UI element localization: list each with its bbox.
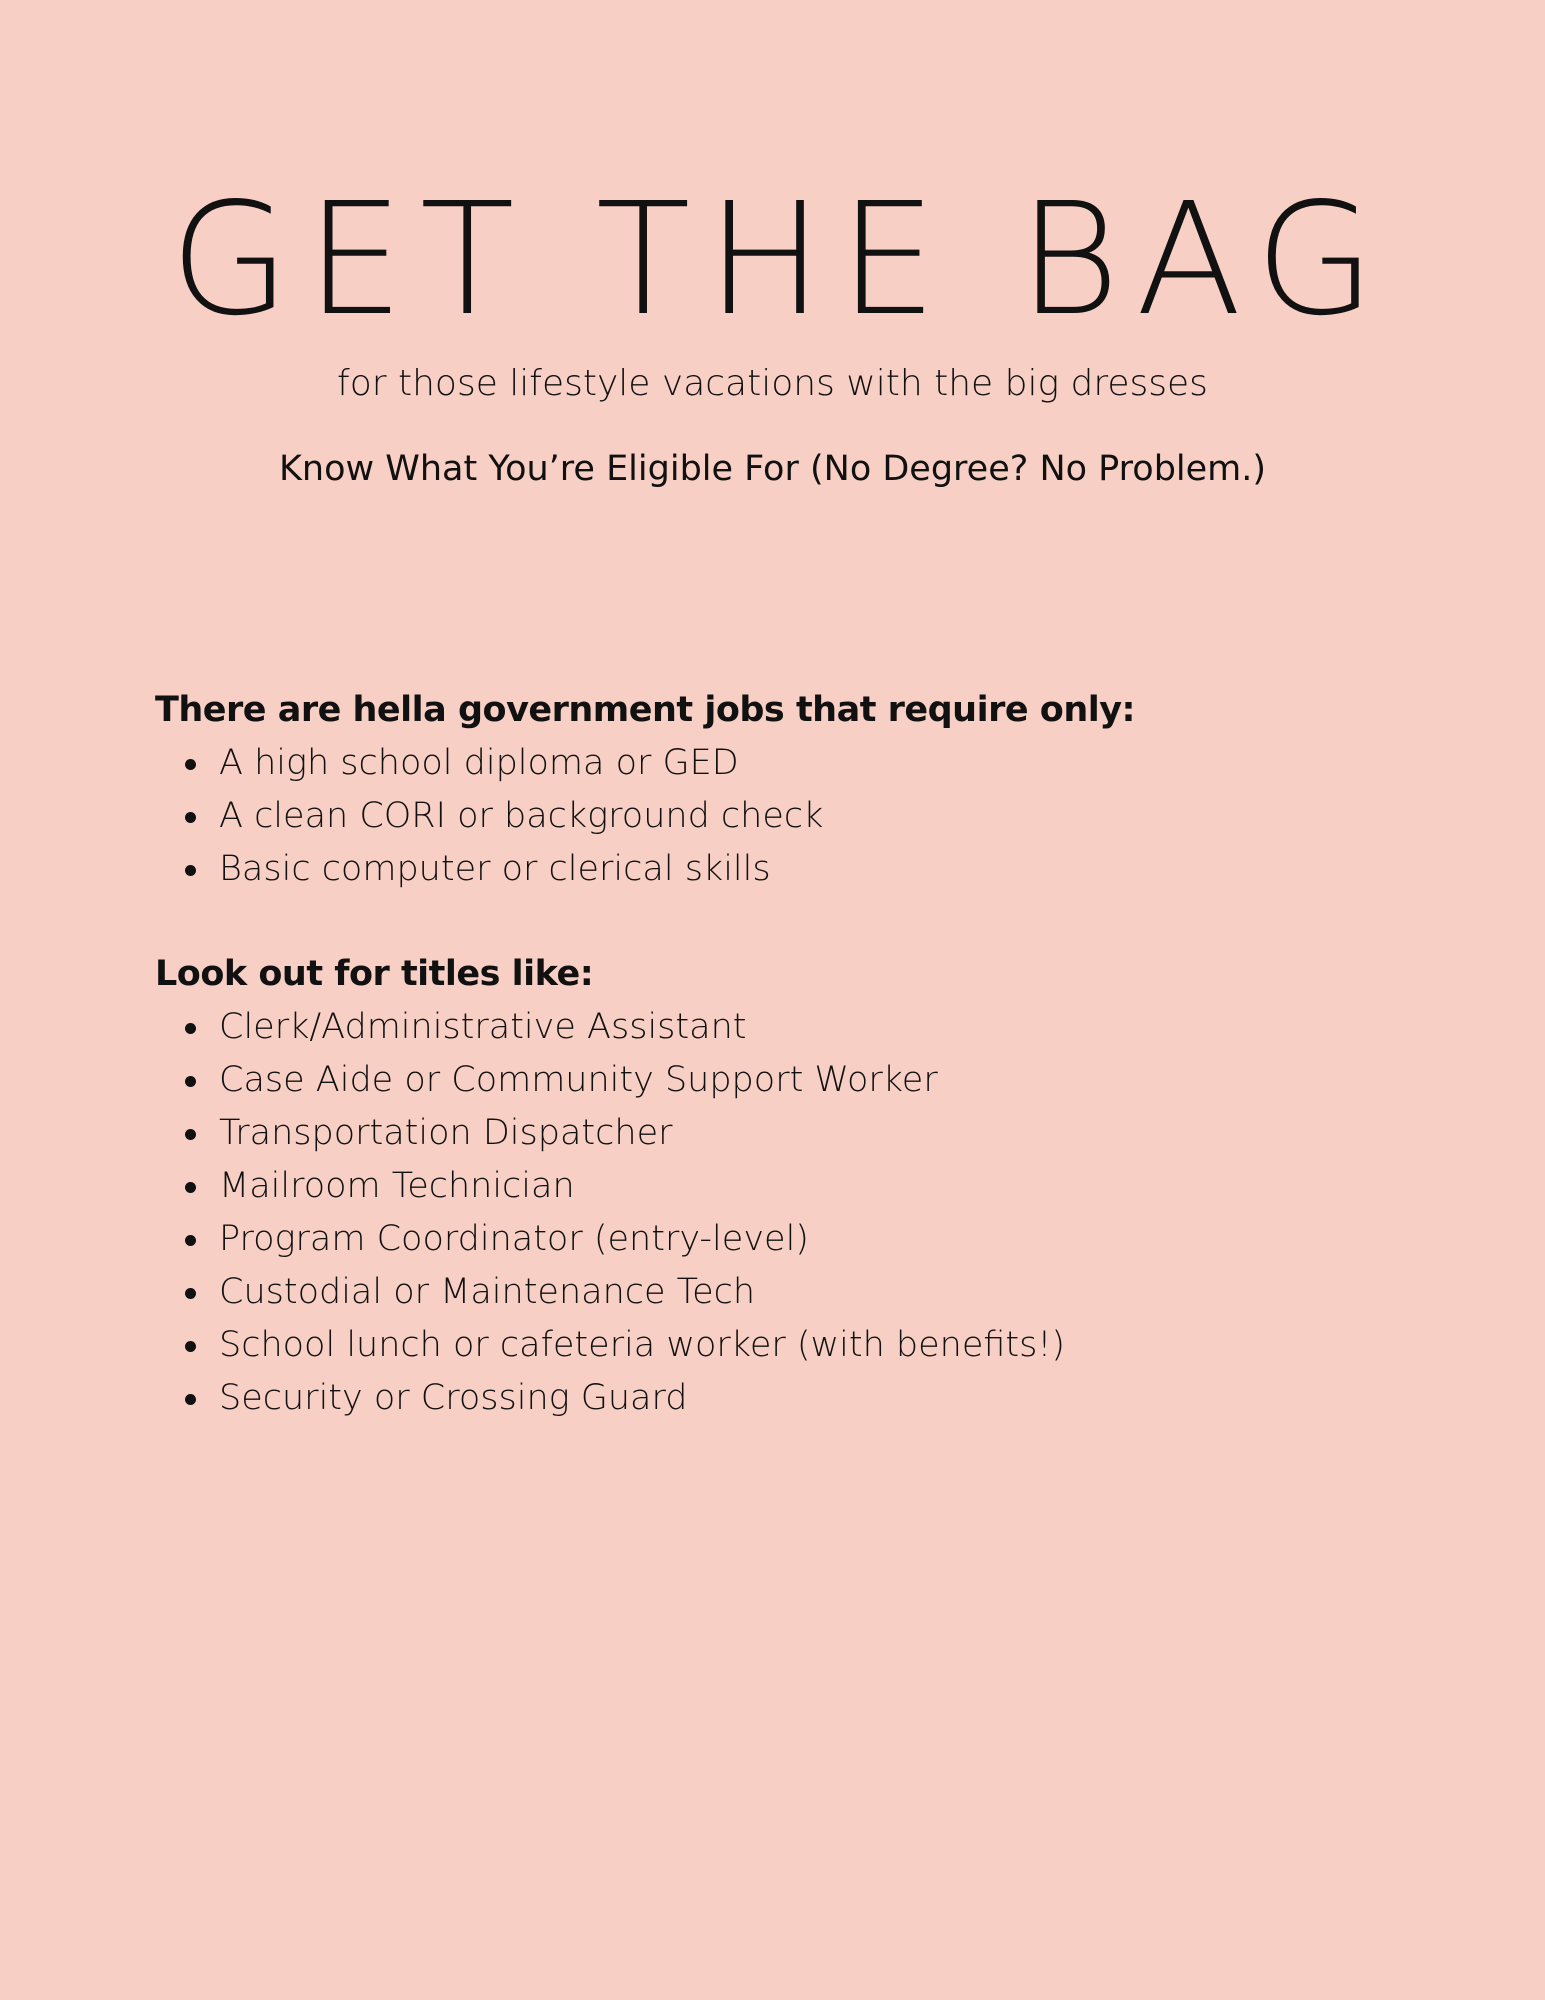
list-item [155,737,1405,790]
bullet-icon [185,759,196,770]
tagline: Know What You’re Eligible For (No Degree? No Problem.) [278,449,1267,489]
list-item-text: Transportation Dispatcher [219,1113,673,1153]
job-titles-section [155,948,1405,1425]
list-item [155,1213,1405,1266]
subtitle: for those lifestyle vacations with the big dresses [337,363,1208,404]
bullet-icon [185,1235,196,1246]
list-item-text: Case Aide or Community Support Worker [219,1060,938,1100]
list-item [155,1054,1405,1107]
bullet-icon [185,865,196,876]
list-item-text: A high school diploma or GED [219,743,739,783]
list-item-text: A clean CORI or background check [219,796,824,836]
bullet-icon [185,1023,196,1034]
list-item [155,1160,1405,1213]
bullet-icon [185,1182,196,1193]
list-item [155,1107,1405,1160]
requirements-list [155,737,1405,896]
requirements-section [155,684,1405,896]
bullet-icon [185,1288,196,1299]
bullet-icon [185,1394,196,1405]
list-item-text: Basic computer or clerical skills [219,849,771,889]
job-titles-list [155,1001,1405,1425]
page-title: GET THE BAG [169,169,1392,350]
job-titles-heading: Look out for titles like: [155,954,594,994]
list-item-text: Custodial or Maintenance Tech [219,1272,756,1312]
bullet-icon [185,812,196,823]
requirements-heading: There are hella government jobs that require only: [155,690,1136,730]
list-item [155,790,1405,843]
list-item-text: Security or Crossing Guard [219,1378,688,1418]
list-item-text: Mailroom Technician [219,1166,575,1206]
list-item-text: Clerk/Administrative Assistant [219,1007,747,1047]
bullet-icon [185,1341,196,1352]
list-item [155,1266,1405,1319]
bullet-icon [185,1076,196,1087]
bullet-icon [185,1129,196,1140]
list-item-text: School lunch or cafeteria worker (with benefits!) [219,1325,1066,1365]
list-item-text: Program Coordinator (entry-level) [219,1219,809,1259]
list-item [155,1001,1405,1054]
list-item [155,1372,1405,1425]
list-item [155,1319,1405,1372]
list-item [155,843,1405,896]
